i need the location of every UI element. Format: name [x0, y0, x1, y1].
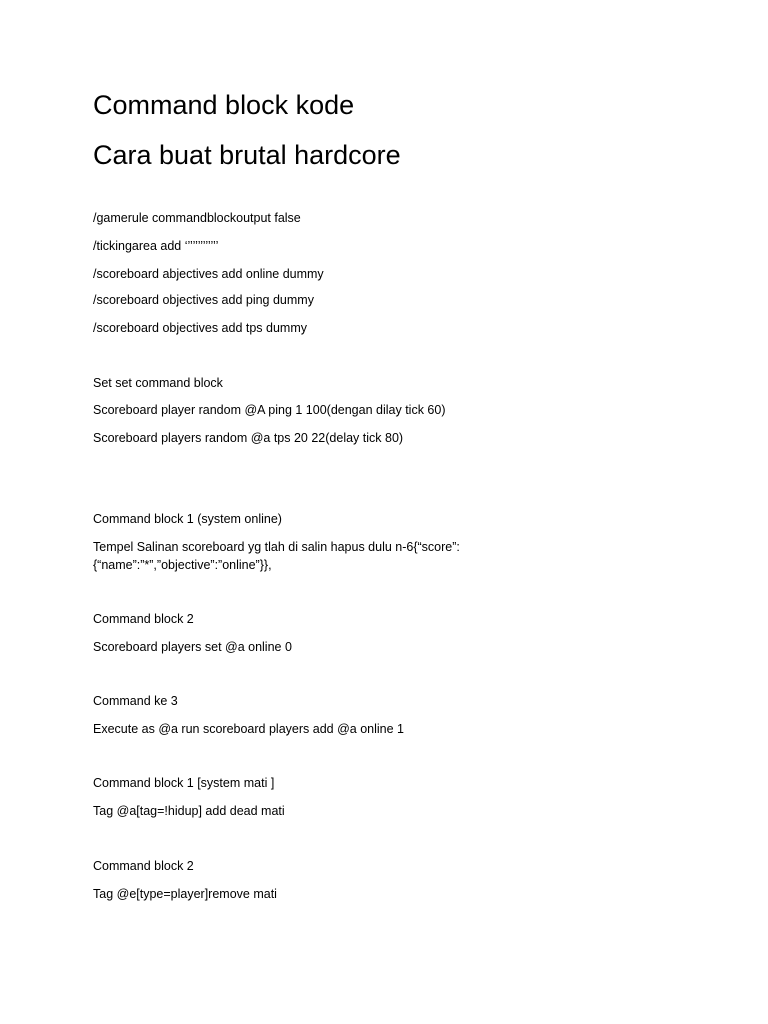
- text-line-execute: Execute as @a run scoreboard players add @a online 1: [93, 722, 404, 736]
- text-line-command-block-1-mati: Command block 1 [system mati ]: [93, 776, 275, 790]
- text-line-tag-remove: Tag @e[type=player]remove mati: [93, 887, 277, 901]
- text-line-json-score: {“name”:”*”,”objective”:”online”}},: [93, 558, 272, 572]
- text-line-command-block-2: Command block 2: [93, 612, 194, 626]
- text-line-scoreboard-ping: /scoreboard objectives add ping dummy: [93, 293, 314, 307]
- text-line-scoreboard-tps: /scoreboard objectives add tps dummy: [93, 321, 307, 335]
- text-line-gamerule: /gamerule commandblockoutput false: [93, 211, 301, 225]
- text-line-players-set: Scoreboard players set @a online 0: [93, 640, 292, 654]
- text-line-command-block-2-mati: Command block 2: [93, 859, 194, 873]
- document-title: Command block kode: [93, 90, 355, 120]
- document-subtitle: Cara buat brutal hardcore: [93, 140, 401, 170]
- text-line-tempel-salinan: Tempel Salinan scoreboard yg tlah di salin hapus dulu n-6{“score”:: [93, 540, 460, 554]
- text-line-command-ke-3: Command ke 3: [93, 694, 178, 708]
- text-line-scoreboard-online: /scoreboard abjectives add online dummy: [93, 267, 324, 281]
- text-line-set-command-block: Set set command block: [93, 376, 223, 390]
- text-line-command-block-1-online: Command block 1 (system online): [93, 512, 282, 526]
- text-line-random-tps: Scoreboard players random @a tps 20 22(delay tick 80): [93, 431, 404, 445]
- text-line-tag-dead: Tag @a[tag=!hidup] add dead mati: [93, 804, 285, 818]
- text-line-random-ping: Scoreboard player random @A ping 1 100(dengan dilay tick 60): [93, 403, 446, 417]
- text-line-tickingarea: /tickingarea add ‘’’’’’’’’’’’’: [93, 239, 219, 253]
